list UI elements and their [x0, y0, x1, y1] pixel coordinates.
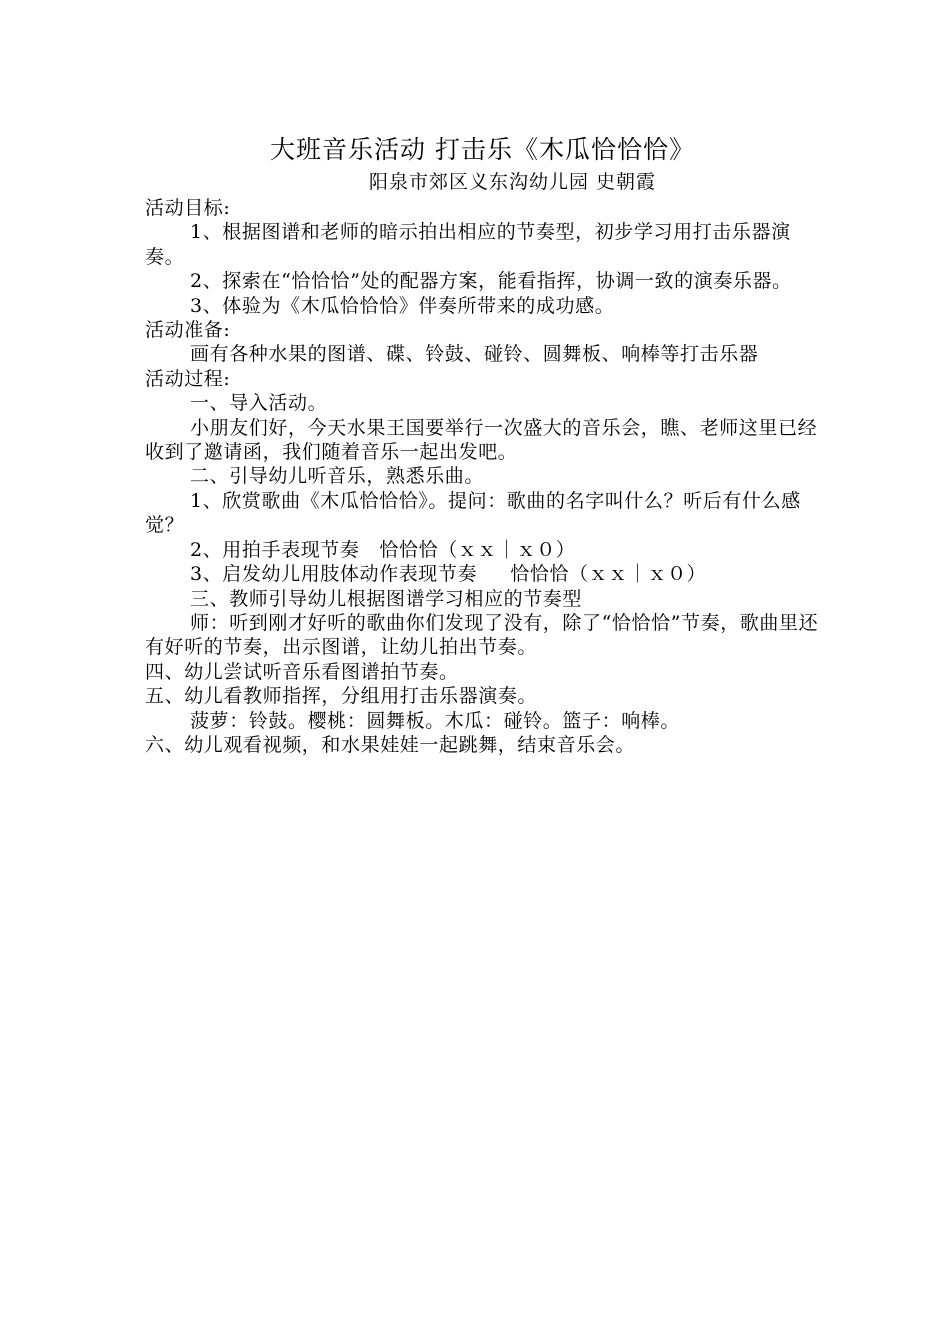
paragraph: 画有各种水果的图谱、碟、铃鼓、碰铃、圆舞板、响棒等打击乐器 [190, 343, 759, 366]
paragraph: 2、用拍手表现节奏 恰恰恰（ｘｘ｜ｘ０） [190, 538, 576, 561]
paragraph: 四、幼儿尝试听音乐看图谱拍节奏。 [145, 660, 459, 683]
document-title: 大班音乐活动 打击乐《木瓜恰恰恰》 [270, 135, 695, 164]
section-heading-preparation: 活动准备: [145, 319, 231, 342]
paragraph: 3、体验为《木瓜恰恰恰》伴奏所带来的成功感。 [190, 294, 615, 317]
paragraph: 3、启发幼儿用肢体动作表现节奏 恰恰恰（ｘｘ｜ｘ０） [190, 563, 707, 586]
paragraph: 2、探索在“恰恰恰”处的配器方案，能看指挥，协调一致的演奏乐器。 [190, 270, 792, 293]
paragraph: 1、欣赏歌曲《木瓜恰恰恰》。提问：歌曲的名字叫什么？听后有什么感觉？ [145, 489, 801, 537]
section-heading-process: 活动过程: [145, 367, 231, 390]
paragraph: 小朋友们好，今天水果王国要举行一次盛大的音乐会，瞧、老师这里已经收到了邀请函，我们随着音乐一起出发吧。 [145, 416, 818, 464]
document-author: 阳泉市郊区义东沟幼儿园 史朝霞 [368, 171, 657, 193]
paragraph: 1、根据图谱和老师的暗示拍出相应的节奏型，初步学习用打击乐器演奏。 [145, 221, 791, 268]
paragraph: 五、幼儿看教师指挥，分组用打击乐器演奏。 [145, 685, 538, 708]
paragraph: 二、引导幼儿听音乐，熟悉乐曲。 [190, 465, 485, 488]
paragraph: 一、导入活动。 [190, 392, 328, 415]
paragraph: 三、教师引导幼儿根据图谱学习相应的节奏型 [190, 587, 583, 610]
paragraph: 师：听到刚才好听的歌曲你们发现了没有，除了“恰恰恰”节奏，歌曲里还有好听的节奏，出示图谱，让幼儿拍出节奏。 [145, 611, 819, 659]
paragraph: 菠萝：铃鼓。樱桃：圆舞板。木瓜：碰铃。篮子：响棒。 [190, 709, 681, 732]
document-body [145, 132, 820, 757]
section-heading-objectives: 活动目标: [145, 197, 231, 219]
paragraph: 六、幼儿观看视频，和水果娃娃一起跳舞，结束音乐会。 [145, 733, 636, 756]
